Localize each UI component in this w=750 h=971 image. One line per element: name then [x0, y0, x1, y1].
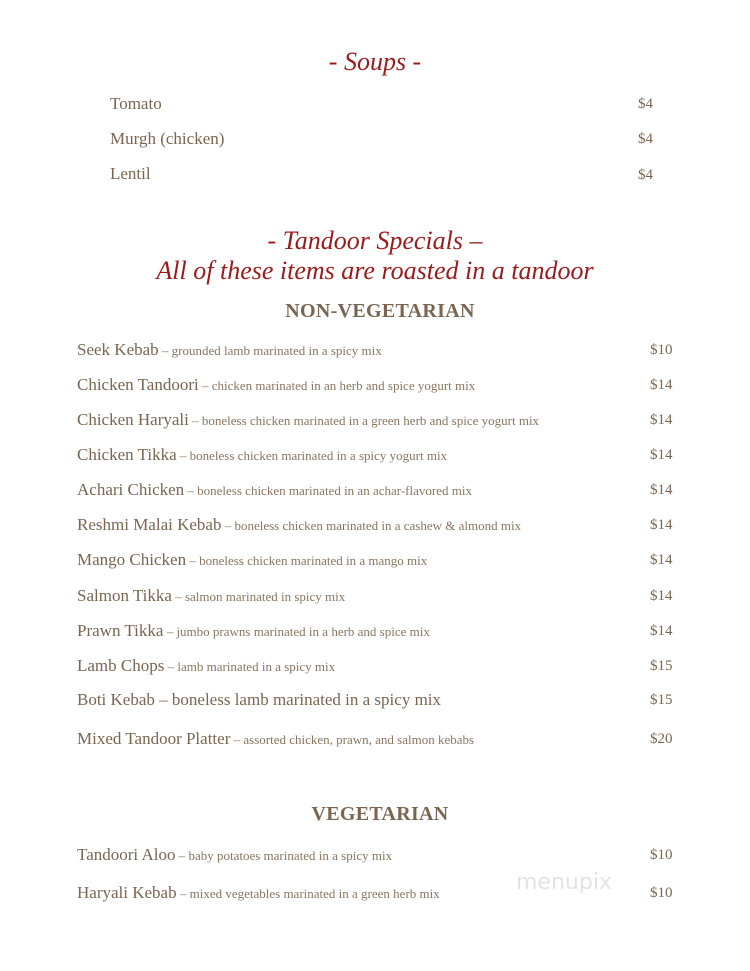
menu-item: [77, 515, 521, 535]
menu-item: [77, 845, 392, 865]
soup-item-price: $4: [638, 96, 653, 112]
watermark: menupix: [516, 870, 612, 895]
soup-item-price: $4: [638, 131, 653, 147]
menu-item-name: Achari Chicken: [77, 480, 185, 499]
menu-item-price: $15: [650, 692, 673, 708]
soup-item-price: $4: [638, 167, 653, 183]
menu-item-price: $14: [650, 482, 673, 498]
menu-item-desc: – mixed vegetables marinated in a green herb mix: [176, 886, 440, 901]
menu-item-price: $15: [650, 658, 673, 674]
menu-item-price: $20: [650, 731, 673, 747]
menu-item: [77, 729, 474, 749]
menu-item: [77, 375, 475, 395]
menu-item-price: $14: [650, 447, 673, 463]
menu-item: [77, 586, 345, 606]
menu-item-name: Seek Kebab: [77, 340, 159, 359]
menu-item-price: $14: [650, 623, 673, 639]
menu-item: [77, 480, 472, 500]
tandoor-subheading: All of these items are roasted in a tandoor: [156, 256, 594, 285]
menu-item-desc: – lamb marinated in a spicy mix: [164, 659, 336, 674]
menu-item-price: $14: [650, 377, 673, 393]
menu-item-name: Chicken Tikka: [77, 445, 177, 464]
menu-item-name: Salmon Tikka: [77, 586, 172, 605]
menu-item-desc: – baby potatoes marinated in a spicy mix: [175, 848, 393, 863]
menu-item-price: $14: [650, 412, 673, 428]
menu-item-desc: – boneless chicken marinated in a mango mix: [186, 553, 428, 568]
menu-item: [77, 883, 440, 903]
menu-item-desc: – chicken marinated in an herb and spice yogurt mix: [198, 378, 476, 393]
menu-item-name: Reshmi Malai Kebab: [77, 515, 222, 534]
menu-item-desc: – grounded lamb marinated in a spicy mix: [158, 343, 382, 358]
veg-heading: VEGETARIAN: [311, 803, 449, 825]
soup-item-name: Lentil: [110, 164, 151, 183]
menu-item-name: Prawn Tikka: [77, 621, 164, 640]
menu-item-name: Haryali Kebab: [77, 883, 177, 902]
menu-item-price: $10: [650, 847, 673, 863]
menu-item-name: Tandoori Aloo: [77, 845, 176, 864]
non-veg-heading: NON-VEGETARIAN: [285, 300, 475, 322]
menu-item-price: $14: [650, 517, 673, 533]
menu-item-price: $10: [650, 342, 673, 358]
menu-item-desc: – assorted chicken, prawn, and salmon kebabs: [230, 732, 475, 747]
menu-item-price: $10: [650, 885, 673, 901]
menu-item-desc: – salmon marinated in spicy mix: [171, 589, 346, 604]
menu-item-name: Mixed Tandoor Platter: [77, 729, 231, 748]
menu-item: [77, 550, 427, 570]
tandoor-heading: - Tandoor Specials –: [267, 226, 483, 255]
menu-item: [77, 340, 382, 360]
soups-heading: - Soups -: [328, 47, 422, 76]
menu-item-desc: – boneless chicken marinated in a cashew & almond mix: [221, 518, 522, 533]
menu-item-name: Lamb Chops: [77, 656, 165, 675]
menu-item-desc: – boneless chicken marinated in a green herb and spice yogurt mix: [188, 413, 540, 428]
menu-item-desc: – boneless chicken marinated in an achar-flavored mix: [184, 483, 472, 498]
menu-item: [77, 621, 430, 641]
menu-item: [77, 410, 539, 430]
menu-item: [77, 445, 447, 465]
menu-item-price: $14: [650, 552, 673, 568]
menu-item: [77, 690, 441, 710]
menu-item-name: Boti Kebab: [77, 690, 155, 709]
soup-item-name: Murgh (chicken): [110, 129, 225, 148]
menu-item-name: Chicken Tandoori: [77, 375, 199, 394]
menu-item-desc: – jumbo prawns marinated in a herb and spice mix: [163, 624, 430, 639]
menu-item-price: $14: [650, 588, 673, 604]
menu-item: [77, 656, 335, 676]
soup-item-name: Tomato: [110, 94, 162, 113]
menu-item-name: Chicken Haryali: [77, 410, 189, 429]
menu-item-name: Mango Chicken: [77, 550, 187, 569]
menu-item-desc: – boneless lamb marinated in a spicy mix: [154, 690, 442, 709]
menu-item-desc: – boneless chicken marinated in a spicy yogurt mix: [176, 448, 448, 463]
